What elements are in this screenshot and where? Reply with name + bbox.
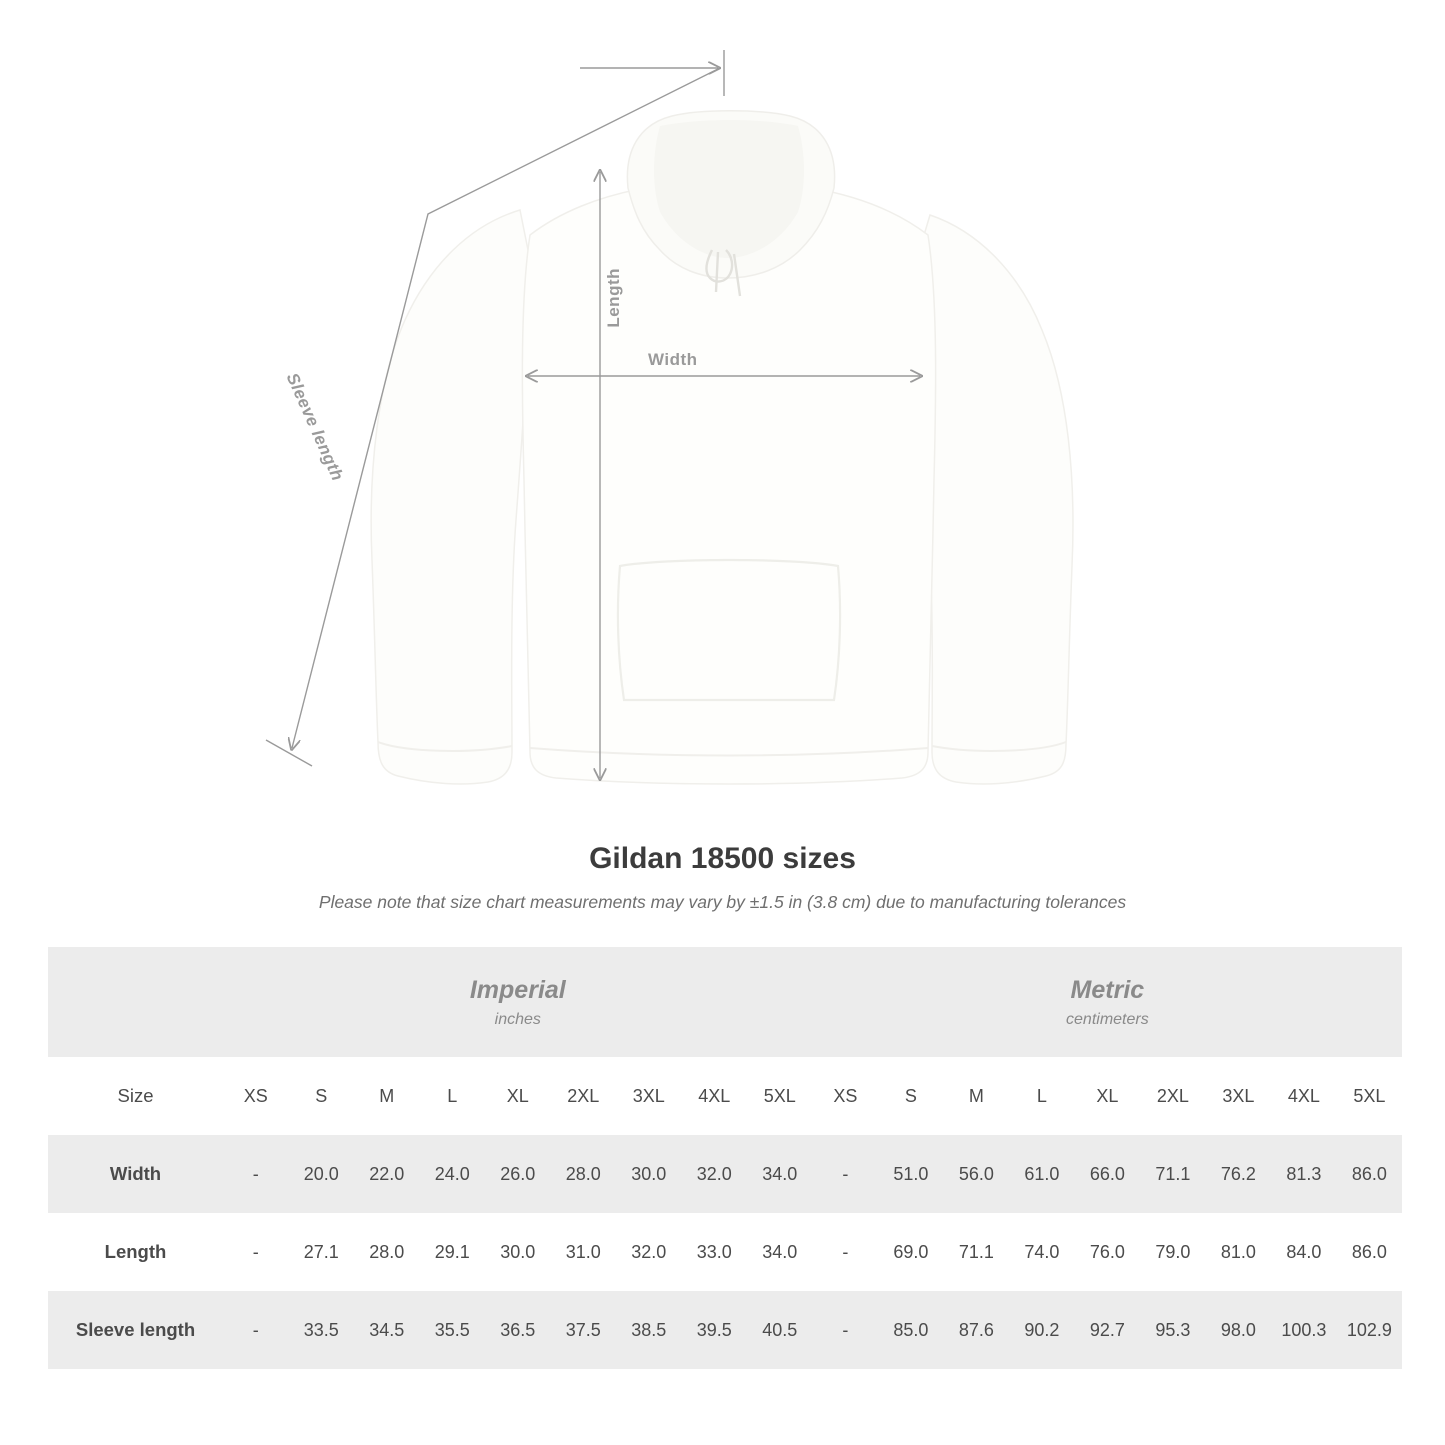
cell: 22.0 (354, 1135, 420, 1213)
unit-imperial-title: Imperial (469, 976, 566, 1005)
cell: 36.5 (485, 1291, 551, 1369)
column-header: L (420, 1057, 486, 1135)
row-label-sleeve-length: Sleeve length (48, 1291, 223, 1369)
unit-imperial-sub: inches (494, 1010, 541, 1028)
cell: 74.0 (1009, 1213, 1075, 1291)
column-header: L (1009, 1057, 1075, 1135)
column-header: S (289, 1057, 355, 1135)
cell: 69.0 (878, 1213, 944, 1291)
cell: 95.3 (1140, 1291, 1206, 1369)
cell: 81.0 (1206, 1213, 1272, 1291)
cell: 39.5 (682, 1291, 748, 1369)
tolerance-note: Please note that size chart measurements may vary by ±1.5 in (3.8 cm) due to manufacturing tolerances (318, 892, 1127, 912)
title-block (0, 842, 1445, 913)
cell: 32.0 (616, 1213, 682, 1291)
cell: 34.0 (747, 1135, 813, 1213)
cell: 85.0 (878, 1291, 944, 1369)
cell: - (813, 1291, 879, 1369)
cell: 79.0 (1140, 1213, 1206, 1291)
cell: 87.6 (944, 1291, 1010, 1369)
cell: 33.0 (682, 1213, 748, 1291)
cell: 98.0 (1206, 1291, 1272, 1369)
unit-metric-title: Metric (1070, 976, 1145, 1005)
cell: 24.0 (420, 1135, 486, 1213)
row-label-length: Length (48, 1213, 223, 1291)
column-header: M (944, 1057, 1010, 1135)
column-header: XL (485, 1057, 551, 1135)
cell: 30.0 (616, 1135, 682, 1213)
column-header: 2XL (551, 1057, 617, 1135)
unit-header-metric (813, 947, 1403, 1057)
cell: - (223, 1291, 289, 1369)
column-header: M (354, 1057, 420, 1135)
cell: 26.0 (485, 1135, 551, 1213)
size-table (48, 947, 1402, 1369)
cell: 71.1 (944, 1213, 1010, 1291)
hoodie-garment (371, 111, 1073, 784)
column-header: 2XL (1140, 1057, 1206, 1135)
cell: 32.0 (682, 1135, 748, 1213)
column-header: 5XL (747, 1057, 813, 1135)
cell: 35.5 (420, 1291, 486, 1369)
cell: 76.0 (1075, 1213, 1141, 1291)
cell: 38.5 (616, 1291, 682, 1369)
cell: 34.5 (354, 1291, 420, 1369)
unit-header-imperial (223, 947, 813, 1057)
table-row (48, 1135, 1402, 1213)
cell: 66.0 (1075, 1135, 1141, 1213)
cell: 81.3 (1271, 1135, 1337, 1213)
sleeve-length-label: Sleeve length (282, 370, 348, 484)
cell: 28.0 (551, 1135, 617, 1213)
size-table-wrap (48, 947, 1397, 1369)
column-header: XL (1075, 1057, 1141, 1135)
width-label: Width (648, 350, 698, 369)
page-title: Gildan 18500 sizes (589, 842, 856, 875)
unit-header-row (48, 947, 1402, 1057)
cell: 61.0 (1009, 1135, 1075, 1213)
cell: 92.7 (1075, 1291, 1141, 1369)
cell: 102.9 (1337, 1291, 1403, 1369)
unit-metric-sub: centimeters (1066, 1010, 1149, 1028)
table-header-row (48, 1057, 1402, 1135)
cell: 29.1 (420, 1213, 486, 1291)
unit-header-spacer (48, 947, 223, 1057)
cell: - (223, 1213, 289, 1291)
cell: 20.0 (289, 1135, 355, 1213)
column-header-size: Size (48, 1057, 223, 1135)
cell: 76.2 (1206, 1135, 1272, 1213)
cell: 84.0 (1271, 1213, 1337, 1291)
cell: 100.3 (1271, 1291, 1337, 1369)
table-row (48, 1213, 1402, 1291)
column-header: 5XL (1337, 1057, 1403, 1135)
cell: 30.0 (485, 1213, 551, 1291)
cell: - (813, 1135, 879, 1213)
column-header: S (878, 1057, 944, 1135)
cell: - (813, 1213, 879, 1291)
length-label: Length (604, 268, 623, 328)
column-header: XS (223, 1057, 289, 1135)
column-header: 4XL (682, 1057, 748, 1135)
table-row (48, 1291, 1402, 1369)
cell: 37.5 (551, 1291, 617, 1369)
cell: 27.1 (289, 1213, 355, 1291)
cell: 71.1 (1140, 1135, 1206, 1213)
cell: 90.2 (1009, 1291, 1075, 1369)
column-header: 3XL (616, 1057, 682, 1135)
cell: 86.0 (1337, 1213, 1403, 1291)
cell: 28.0 (354, 1213, 420, 1291)
cell: 51.0 (878, 1135, 944, 1213)
row-label-width: Width (48, 1135, 223, 1213)
cell: 33.5 (289, 1291, 355, 1369)
column-header: 3XL (1206, 1057, 1272, 1135)
cell: 34.0 (747, 1213, 813, 1291)
cell: - (223, 1135, 289, 1213)
cell: 56.0 (944, 1135, 1010, 1213)
column-header: 4XL (1271, 1057, 1337, 1135)
cell: 31.0 (551, 1213, 617, 1291)
cell: 40.5 (747, 1291, 813, 1369)
cell: 86.0 (1337, 1135, 1403, 1213)
column-header: XS (813, 1057, 879, 1135)
